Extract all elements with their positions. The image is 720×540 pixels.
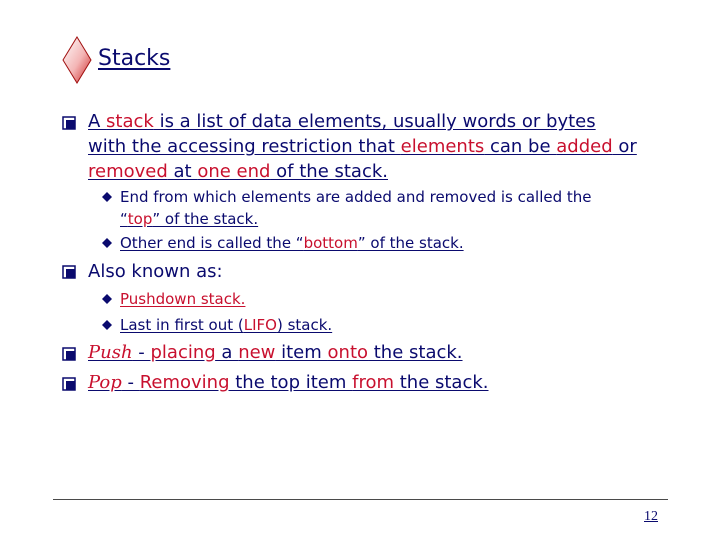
bullet2-sub2: Last in first out (LIFO) stack. bbox=[120, 316, 333, 334]
bullet3-text: Push - placing a new item onto the stack. bbox=[88, 342, 463, 363]
bullet2-text: Also known as: bbox=[88, 261, 223, 282]
bullet4-text: Pop - Removing the top item from the stack. bbox=[88, 372, 489, 393]
bullet1-sub2: Other end is called the “bottom” of the stack. bbox=[120, 234, 464, 252]
sub-bullet-diamond-icon bbox=[102, 192, 112, 202]
sub-bullet-diamond-icon bbox=[102, 320, 112, 330]
bullet2-sub1: Pushdown stack. bbox=[120, 290, 246, 308]
title-diamond-icon bbox=[62, 36, 92, 84]
bullet-checkbox-icon bbox=[62, 116, 76, 130]
bullet-checkbox-icon bbox=[62, 347, 76, 361]
bullet1-sub1-line2: “top” of the stack. bbox=[120, 210, 259, 228]
bullet1-sub1-line1: End from which elements are added and removed is called the bbox=[120, 188, 592, 206]
sub-bullet-diamond-icon bbox=[102, 238, 112, 248]
sub-bullet-diamond-icon bbox=[102, 294, 112, 304]
footer-divider bbox=[53, 499, 668, 500]
slide-title: Stacks bbox=[98, 46, 171, 71]
bullet-checkbox-icon bbox=[62, 377, 76, 391]
page-number: 12 bbox=[644, 509, 658, 524]
bullet-checkbox-icon bbox=[62, 265, 76, 279]
bullet1-line1: A stack is a list of data elements, usually words or bytes bbox=[88, 111, 596, 132]
bullet1-line3: removed at one end of the stack. bbox=[88, 161, 388, 182]
bullet1-line2: with the accessing restriction that elements can be added or bbox=[88, 136, 637, 157]
